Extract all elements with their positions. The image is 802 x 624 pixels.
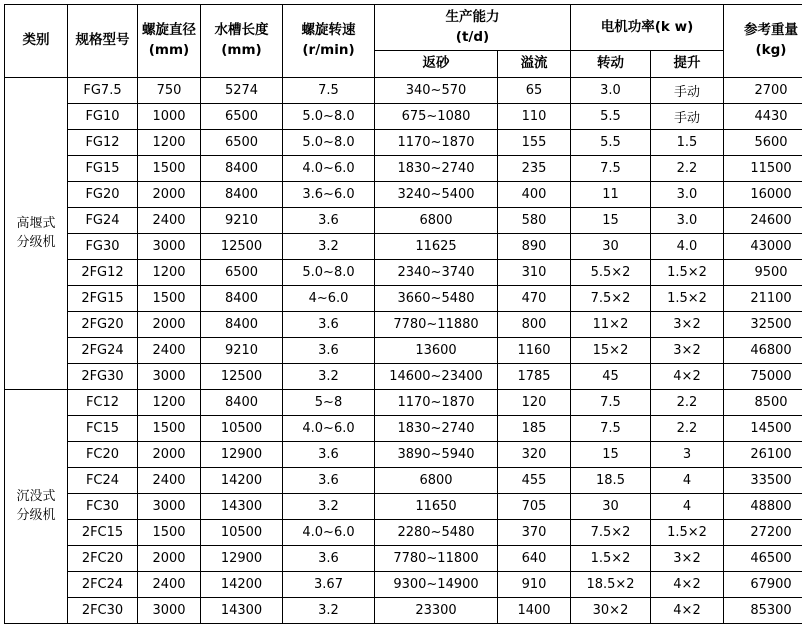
- capacity-overflow-cell: 640: [498, 545, 571, 571]
- capacity-sand-cell: 11625: [375, 233, 498, 259]
- header-capacity: [375, 5, 571, 51]
- motor-rotate-cell: 15: [571, 441, 651, 467]
- speed-cell: 3.6: [283, 441, 375, 467]
- diameter-cell: 3000: [138, 233, 201, 259]
- capacity-overflow-cell: 1160: [498, 337, 571, 363]
- motor-lift-cell: 3.0: [651, 207, 724, 233]
- header-screw-diameter-unit: (mm): [140, 41, 198, 61]
- speed-cell: 4.0~6.0: [283, 415, 375, 441]
- model-cell: 2FC15: [68, 519, 138, 545]
- table-row: [5, 181, 802, 207]
- motor-lift-cell: 1.5×2: [651, 519, 724, 545]
- table-row: [5, 337, 802, 363]
- motor-lift-cell: 2.2: [651, 155, 724, 181]
- weight-cell: 21100: [724, 285, 802, 311]
- weight-cell: 85300: [724, 597, 802, 623]
- motor-lift-cell: 1.5×2: [651, 285, 724, 311]
- diameter-cell: 2400: [138, 207, 201, 233]
- header-weight-unit: (kg): [726, 41, 802, 61]
- table-row: [5, 519, 802, 545]
- speed-cell: 3.2: [283, 597, 375, 623]
- category-line: 分级机: [5, 506, 67, 526]
- motor-rotate-cell: 5.5×2: [571, 259, 651, 285]
- weight-cell: 27200: [724, 519, 802, 545]
- capacity-overflow-cell: 110: [498, 103, 571, 129]
- diameter-cell: 2000: [138, 181, 201, 207]
- capacity-sand-cell: 1830~2740: [375, 415, 498, 441]
- table-row: [5, 441, 802, 467]
- category-line: 高堰式: [5, 214, 67, 234]
- header-motor-rotate: 转动: [571, 51, 651, 78]
- header-trough-length-unit: (mm): [203, 41, 280, 61]
- capacity-overflow-cell: 910: [498, 571, 571, 597]
- diameter-cell: 2400: [138, 337, 201, 363]
- capacity-overflow-cell: 455: [498, 467, 571, 493]
- length-cell: 8400: [201, 155, 283, 181]
- header-capacity-overflow: 溢流: [498, 51, 571, 78]
- header-category: 类别: [5, 5, 68, 78]
- table-row: [5, 467, 802, 493]
- capacity-sand-cell: 7780~11880: [375, 311, 498, 337]
- table-row: [5, 493, 802, 519]
- weight-cell: 33500: [724, 467, 802, 493]
- speed-cell: 7.5: [283, 77, 375, 103]
- header-weight: [724, 5, 802, 78]
- diameter-cell: 1500: [138, 415, 201, 441]
- header-screw-speed-unit: (r/min): [285, 41, 372, 61]
- weight-cell: 46800: [724, 337, 802, 363]
- length-cell: 14200: [201, 467, 283, 493]
- motor-rotate-cell: 15: [571, 207, 651, 233]
- length-cell: 8400: [201, 389, 283, 415]
- capacity-overflow-cell: 580: [498, 207, 571, 233]
- diameter-cell: 1200: [138, 259, 201, 285]
- model-cell: 2FC24: [68, 571, 138, 597]
- motor-lift-cell: 4: [651, 467, 724, 493]
- table-row: [5, 311, 802, 337]
- motor-rotate-cell: 1.5×2: [571, 545, 651, 571]
- motor-rotate-cell: 7.5×2: [571, 519, 651, 545]
- length-cell: 6500: [201, 259, 283, 285]
- weight-cell: 67900: [724, 571, 802, 597]
- category-line: 分级机: [5, 233, 67, 253]
- diameter-cell: 3000: [138, 363, 201, 389]
- capacity-sand-cell: 1170~1870: [375, 389, 498, 415]
- motor-lift-cell: 1.5×2: [651, 259, 724, 285]
- weight-cell: 5600: [724, 129, 802, 155]
- header-capacity-label: 生产能力: [446, 9, 500, 25]
- header-capacity-sand: 返砂: [375, 51, 498, 78]
- diameter-cell: 2000: [138, 311, 201, 337]
- weight-cell: 14500: [724, 415, 802, 441]
- table-row: [5, 571, 802, 597]
- speed-cell: 4.0~6.0: [283, 519, 375, 545]
- motor-rotate-cell: 3.0: [571, 77, 651, 103]
- motor-rotate-cell: 11×2: [571, 311, 651, 337]
- speed-cell: 4~6.0: [283, 285, 375, 311]
- motor-lift-cell: 手动: [651, 103, 724, 129]
- speed-cell: 3.6: [283, 545, 375, 571]
- table-row: [5, 233, 802, 259]
- motor-lift-cell: 手动: [651, 77, 724, 103]
- speed-cell: 5.0~8.0: [283, 259, 375, 285]
- model-cell: FG12: [68, 129, 138, 155]
- capacity-sand-cell: 11650: [375, 493, 498, 519]
- capacity-sand-cell: 3240~5400: [375, 181, 498, 207]
- length-cell: 12500: [201, 363, 283, 389]
- length-cell: 12900: [201, 441, 283, 467]
- length-cell: 8400: [201, 181, 283, 207]
- capacity-overflow-cell: 120: [498, 389, 571, 415]
- weight-cell: 75000: [724, 363, 802, 389]
- diameter-cell: 750: [138, 77, 201, 103]
- speed-cell: 3.67: [283, 571, 375, 597]
- speed-cell: 4.0~6.0: [283, 155, 375, 181]
- capacity-overflow-cell: 310: [498, 259, 571, 285]
- header-motor-lift: 提升: [651, 51, 724, 78]
- header-screw-speed-label: 螺旋转速: [302, 22, 356, 38]
- weight-cell: 46500: [724, 545, 802, 571]
- capacity-sand-cell: 3660~5480: [375, 285, 498, 311]
- capacity-overflow-cell: 155: [498, 129, 571, 155]
- model-cell: FG24: [68, 207, 138, 233]
- diameter-cell: 1500: [138, 155, 201, 181]
- weight-cell: 11500: [724, 155, 802, 181]
- model-cell: 2FG12: [68, 259, 138, 285]
- capacity-sand-cell: 675~1080: [375, 103, 498, 129]
- capacity-overflow-cell: 1785: [498, 363, 571, 389]
- motor-rotate-cell: 45: [571, 363, 651, 389]
- header-trough-length: [201, 5, 283, 78]
- length-cell: 10500: [201, 415, 283, 441]
- capacity-overflow-cell: 890: [498, 233, 571, 259]
- weight-cell: 24600: [724, 207, 802, 233]
- motor-lift-cell: 2.2: [651, 389, 724, 415]
- length-cell: 8400: [201, 311, 283, 337]
- header-screw-diameter-label: 螺旋直径: [142, 22, 196, 38]
- length-cell: 5274: [201, 77, 283, 103]
- table-row: [5, 207, 802, 233]
- speed-cell: 5~8: [283, 389, 375, 415]
- motor-rotate-cell: 5.5: [571, 103, 651, 129]
- table-row: [5, 103, 802, 129]
- capacity-sand-cell: 2280~5480: [375, 519, 498, 545]
- length-cell: 8400: [201, 285, 283, 311]
- speed-cell: 3.2: [283, 233, 375, 259]
- table-row: [5, 363, 802, 389]
- motor-lift-cell: 2.2: [651, 415, 724, 441]
- weight-cell: 4430: [724, 103, 802, 129]
- table-body: [5, 77, 802, 623]
- speed-cell: 3.6: [283, 337, 375, 363]
- capacity-sand-cell: 1170~1870: [375, 129, 498, 155]
- model-cell: FG15: [68, 155, 138, 181]
- model-cell: FC24: [68, 467, 138, 493]
- motor-lift-cell: 4×2: [651, 571, 724, 597]
- speed-cell: 3.6~6.0: [283, 181, 375, 207]
- diameter-cell: 2400: [138, 467, 201, 493]
- motor-lift-cell: 3×2: [651, 311, 724, 337]
- category-line: 沉没式: [5, 487, 67, 507]
- length-cell: 6500: [201, 103, 283, 129]
- motor-rotate-cell: 18.5×2: [571, 571, 651, 597]
- header-motor-power: 电机功率(k w): [571, 5, 724, 51]
- table-header: [5, 5, 802, 78]
- motor-rotate-cell: 7.5: [571, 415, 651, 441]
- capacity-sand-cell: 3890~5940: [375, 441, 498, 467]
- length-cell: 14200: [201, 571, 283, 597]
- speed-cell: 5.0~8.0: [283, 129, 375, 155]
- length-cell: 14300: [201, 597, 283, 623]
- capacity-overflow-cell: 320: [498, 441, 571, 467]
- speed-cell: 3.6: [283, 207, 375, 233]
- weight-cell: 8500: [724, 389, 802, 415]
- model-cell: FC15: [68, 415, 138, 441]
- table-row: [5, 545, 802, 571]
- model-cell: FC12: [68, 389, 138, 415]
- header-trough-length-label: 水槽长度: [215, 22, 269, 38]
- speed-cell: 3.6: [283, 311, 375, 337]
- weight-cell: 48800: [724, 493, 802, 519]
- motor-lift-cell: 4×2: [651, 597, 724, 623]
- capacity-overflow-cell: 185: [498, 415, 571, 441]
- diameter-cell: 3000: [138, 493, 201, 519]
- category-cell: [5, 389, 68, 623]
- model-cell: FG20: [68, 181, 138, 207]
- capacity-overflow-cell: 235: [498, 155, 571, 181]
- motor-lift-cell: 3×2: [651, 337, 724, 363]
- length-cell: 9210: [201, 207, 283, 233]
- header-row-top: [5, 5, 802, 51]
- motor-rotate-cell: 7.5×2: [571, 285, 651, 311]
- capacity-overflow-cell: 800: [498, 311, 571, 337]
- weight-cell: 43000: [724, 233, 802, 259]
- diameter-cell: 1000: [138, 103, 201, 129]
- capacity-sand-cell: 6800: [375, 467, 498, 493]
- table-row: [5, 285, 802, 311]
- speed-cell: 3.2: [283, 363, 375, 389]
- motor-lift-cell: 4×2: [651, 363, 724, 389]
- model-cell: FG30: [68, 233, 138, 259]
- model-cell: 2FG30: [68, 363, 138, 389]
- capacity-overflow-cell: 1400: [498, 597, 571, 623]
- model-cell: 2FG24: [68, 337, 138, 363]
- weight-cell: 26100: [724, 441, 802, 467]
- diameter-cell: 1200: [138, 389, 201, 415]
- length-cell: 14300: [201, 493, 283, 519]
- capacity-sand-cell: 7780~11800: [375, 545, 498, 571]
- capacity-overflow-cell: 470: [498, 285, 571, 311]
- header-capacity-unit: (t/d): [377, 28, 568, 48]
- diameter-cell: 2000: [138, 441, 201, 467]
- diameter-cell: 1500: [138, 519, 201, 545]
- table-row: [5, 129, 802, 155]
- speed-cell: 3.2: [283, 493, 375, 519]
- diameter-cell: 3000: [138, 597, 201, 623]
- table-row: [5, 155, 802, 181]
- model-cell: FG10: [68, 103, 138, 129]
- model-cell: 2FC20: [68, 545, 138, 571]
- diameter-cell: 2000: [138, 545, 201, 571]
- motor-rotate-cell: 5.5: [571, 129, 651, 155]
- capacity-sand-cell: 6800: [375, 207, 498, 233]
- capacity-overflow-cell: 400: [498, 181, 571, 207]
- weight-cell: 32500: [724, 311, 802, 337]
- header-model: 规格型号: [68, 5, 138, 78]
- header-screw-speed: [283, 5, 375, 78]
- capacity-sand-cell: 9300~14900: [375, 571, 498, 597]
- specifications-table: [4, 4, 802, 624]
- diameter-cell: 2400: [138, 571, 201, 597]
- motor-lift-cell: 4: [651, 493, 724, 519]
- weight-cell: 16000: [724, 181, 802, 207]
- category-cell: [5, 77, 68, 389]
- motor-lift-cell: 3.0: [651, 181, 724, 207]
- capacity-sand-cell: 23300: [375, 597, 498, 623]
- model-cell: 2FC30: [68, 597, 138, 623]
- motor-rotate-cell: 30: [571, 493, 651, 519]
- capacity-overflow-cell: 705: [498, 493, 571, 519]
- model-cell: 2FG20: [68, 311, 138, 337]
- motor-lift-cell: 1.5: [651, 129, 724, 155]
- length-cell: 10500: [201, 519, 283, 545]
- model-cell: 2FG15: [68, 285, 138, 311]
- weight-cell: 2700: [724, 77, 802, 103]
- motor-rotate-cell: 30×2: [571, 597, 651, 623]
- motor-rotate-cell: 7.5: [571, 155, 651, 181]
- motor-lift-cell: 3×2: [651, 545, 724, 571]
- motor-rotate-cell: 15×2: [571, 337, 651, 363]
- model-cell: FG7.5: [68, 77, 138, 103]
- weight-cell: 9500: [724, 259, 802, 285]
- table-row: [5, 597, 802, 623]
- header-weight-label: 参考重量: [744, 22, 798, 38]
- capacity-overflow-cell: 65: [498, 77, 571, 103]
- table-row: [5, 77, 802, 103]
- capacity-sand-cell: 14600~23400: [375, 363, 498, 389]
- table-row: [5, 415, 802, 441]
- capacity-sand-cell: 2340~3740: [375, 259, 498, 285]
- model-cell: FC30: [68, 493, 138, 519]
- motor-rotate-cell: 30: [571, 233, 651, 259]
- diameter-cell: 1200: [138, 129, 201, 155]
- diameter-cell: 1500: [138, 285, 201, 311]
- capacity-overflow-cell: 370: [498, 519, 571, 545]
- length-cell: 12900: [201, 545, 283, 571]
- motor-rotate-cell: 18.5: [571, 467, 651, 493]
- length-cell: 12500: [201, 233, 283, 259]
- motor-rotate-cell: 11: [571, 181, 651, 207]
- length-cell: 9210: [201, 337, 283, 363]
- capacity-sand-cell: 340~570: [375, 77, 498, 103]
- motor-lift-cell: 3: [651, 441, 724, 467]
- header-screw-diameter: [138, 5, 201, 78]
- model-cell: FC20: [68, 441, 138, 467]
- motor-lift-cell: 4.0: [651, 233, 724, 259]
- table-row: [5, 389, 802, 415]
- length-cell: 6500: [201, 129, 283, 155]
- table-row: [5, 259, 802, 285]
- capacity-sand-cell: 13600: [375, 337, 498, 363]
- speed-cell: 5.0~8.0: [283, 103, 375, 129]
- speed-cell: 3.6: [283, 467, 375, 493]
- capacity-sand-cell: 1830~2740: [375, 155, 498, 181]
- motor-rotate-cell: 7.5: [571, 389, 651, 415]
